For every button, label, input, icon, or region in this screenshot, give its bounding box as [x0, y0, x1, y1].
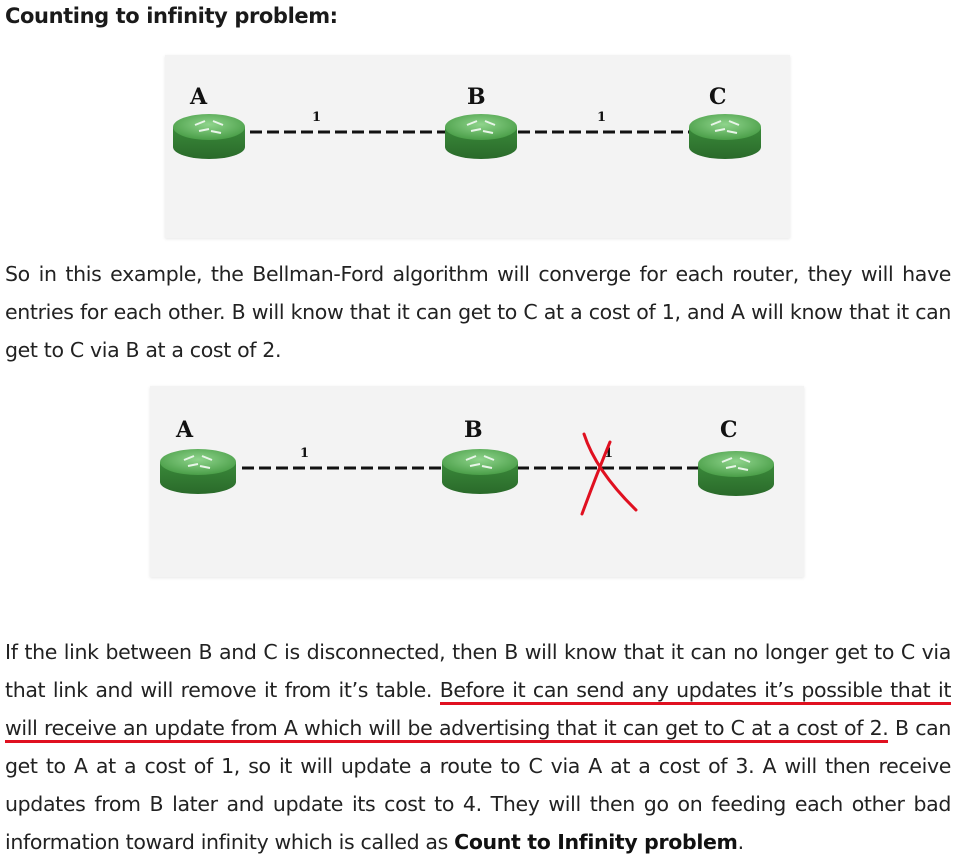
broken-link-cross-icon — [582, 434, 636, 514]
router-icon-a — [173, 114, 245, 159]
node-label-b: B — [464, 417, 483, 443]
underlined-highlight: Before it can send any updates it’s possible that it will receive an update from A which will be advertising that it can get to C at a cost of 2. — [5, 678, 951, 743]
network-diagram-2 — [150, 386, 804, 577]
cost-label-b-c: 1 — [597, 110, 607, 125]
router-icon-b — [445, 114, 517, 159]
node-label-a: A — [190, 84, 208, 110]
paragraph-convergence: So in this example, the Bellman-Ford algorithm will converge for each router, they will have entries for each other. B will know that it can get to C at a cost of 1, and A will know that it can get to C via B at a cost of 2. — [5, 262, 951, 362]
cost-label-a-b: 1 — [312, 110, 322, 125]
paragraph-part-3: B can get to A at a cost of 1, so it will update a route to C via A at a cost of 3. A will then receive updates from B later and update its cost to 4. They will then go on feeding each other bad information toward infinity which is called as — [5, 716, 952, 854]
node-label-c: C — [720, 417, 738, 443]
cost-label-b-c: 1 — [604, 446, 614, 461]
bold-term: Count to Infinity problem — [454, 830, 738, 854]
paragraph-end: . — [737, 830, 744, 854]
paragraph-count-to-infinity — [5, 633, 951, 861]
router-icon-a — [160, 449, 236, 494]
router-icon-c — [689, 114, 761, 159]
diagram-1-svg — [165, 55, 790, 238]
section-heading: Counting to infinity problem: — [5, 4, 338, 28]
node-label-a: A — [176, 417, 194, 443]
router-icon-b — [442, 449, 518, 494]
network-diagram-1 — [165, 55, 790, 238]
cost-label-a-b: 1 — [300, 446, 310, 461]
paragraph-part-1: If the link between B and C is disconnected, then B will know that it can no longer get to C via that link and will remove it from it’s table. — [5, 640, 951, 702]
diagram-2-svg — [150, 386, 804, 577]
node-label-b: B — [467, 84, 486, 110]
node-label-c: C — [709, 84, 727, 110]
router-icon-c — [698, 451, 774, 496]
